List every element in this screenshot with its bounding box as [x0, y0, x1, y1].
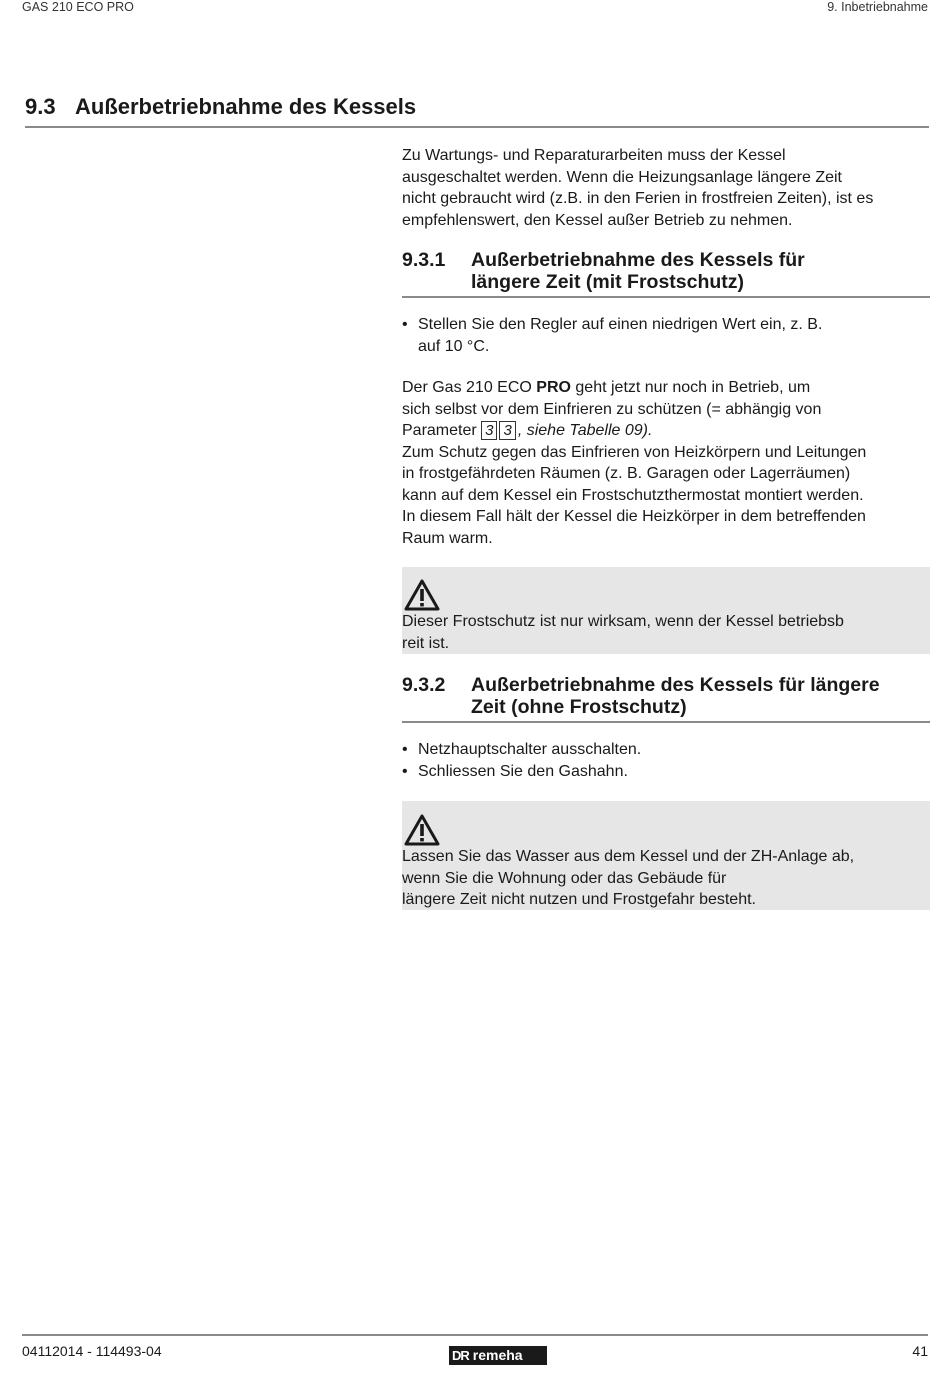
bullet-list-2	[402, 739, 930, 782]
warning-text	[402, 846, 928, 911]
section-heading	[25, 94, 929, 128]
text-span: Der Gas 210 ECO	[402, 379, 537, 396]
warning-triangle-icon	[403, 578, 441, 612]
bullet-icon: •	[402, 316, 408, 333]
list-item	[402, 739, 930, 761]
paragraph-line: Raum warm.	[402, 529, 493, 547]
logo-mark-icon: DR	[452, 1348, 469, 1363]
paragraph-line	[402, 377, 930, 399]
logo-text: remeha	[472, 1347, 523, 1363]
header-chapter: 9. Inbetriebnahme	[827, 0, 928, 14]
parameter-digit: 3	[499, 421, 515, 440]
warning-line: längere Zeit nicht nutzen und Frostgefahr besteht.	[402, 891, 756, 908]
paragraph-line	[402, 420, 930, 442]
list-item-line: auf 10 °C.	[418, 337, 490, 355]
bullet-icon: •	[402, 741, 408, 758]
list-item	[402, 314, 930, 357]
intro-line: nicht gebraucht wird (z.B. in den Ferien in frostfreien Zeiten), ist es	[402, 190, 874, 207]
list-item-text: Schliessen Sie den Gashahn.	[418, 762, 628, 780]
footer-doc-number: 04112014 - 114493-04	[22, 1343, 162, 1359]
subsection-title-line: Außerbetriebnahme des Kessels für	[471, 249, 805, 271]
section-title: Außerbetriebnahme des Kessels	[75, 94, 417, 119]
warning-triangle-icon	[403, 813, 441, 847]
intro-line: Zu Wartungs- und Reparaturarbeiten muss der Kessel	[402, 147, 786, 164]
intro-line: empfehlenswert, den Kessel außer Betrieb zu nehmen.	[402, 211, 793, 229]
paragraph-line: in frostgefährdeten Räumen (z. B. Garagen oder Lagerräumen)	[402, 465, 851, 482]
parameter-digit: 3	[481, 421, 497, 440]
table-reference: , siehe Tabelle 09).	[517, 422, 653, 439]
subsection-title-line: längere Zeit (mit Frostschutz)	[471, 271, 745, 293]
paragraph-line: Zum Schutz gegen das Einfrieren von Heizkörpern und Leitungen	[402, 443, 867, 461]
frost-protection-paragraph	[402, 377, 930, 549]
product-variant: PRO	[536, 379, 571, 396]
warning-box-2	[402, 801, 930, 910]
list-item-line: Stellen Sie den Regler auf einen niedrigen Wert ein, z. B.	[418, 316, 823, 333]
warning-text	[402, 611, 928, 654]
subsection-number: 9.3.1	[402, 249, 446, 271]
paragraph-line: sich selbst vor dem Einfrieren zu schützen (= abhängig von	[402, 400, 822, 418]
remeha-logo	[449, 1346, 547, 1365]
list-item	[402, 761, 930, 783]
warning-box-1	[402, 567, 930, 654]
subsection-heading-1	[402, 249, 930, 298]
warning-line: wenn Sie die Wohnung oder das Gebäude für	[402, 869, 727, 887]
warning-line: reit ist.	[402, 634, 450, 652]
subsection-number: 9.3.2	[402, 674, 446, 696]
subsection-heading-2	[402, 674, 930, 723]
text-span: Parameter	[402, 422, 482, 439]
bullet-list-1	[402, 314, 930, 357]
warning-line: Lassen Sie das Wasser aus dem Kessel und der ZH-Anlage ab,	[402, 848, 855, 865]
paragraph-line: kann auf dem Kessel ein Frostschutzthermostat montiert werden.	[402, 486, 864, 504]
subsection-title-line: Zeit (ohne Frostschutz)	[471, 696, 687, 718]
bullet-icon: •	[402, 762, 408, 780]
warning-line: Dieser Frostschutz ist nur wirksam, wenn der Kessel betriebsb	[402, 613, 844, 630]
intro-paragraph	[402, 145, 930, 231]
header-doc-title: GAS 210 ECO PRO	[22, 0, 134, 14]
text-span: geht jetzt nur noch in Betrieb, um	[570, 379, 811, 396]
paragraph-line: In diesem Fall hält der Kessel die Heizkörper in dem betreffenden	[402, 508, 866, 525]
intro-line: ausgeschaltet werden. Wenn die Heizungsanlage längere Zeit	[402, 168, 842, 186]
footer-divider	[22, 1334, 928, 1336]
list-item-text: Netzhauptschalter ausschalten.	[418, 741, 642, 758]
section-number: 9.3	[25, 94, 56, 119]
subsection-title-line: Außerbetriebnahme des Kessels für längere	[471, 674, 880, 696]
page-number: 41	[912, 1343, 928, 1359]
